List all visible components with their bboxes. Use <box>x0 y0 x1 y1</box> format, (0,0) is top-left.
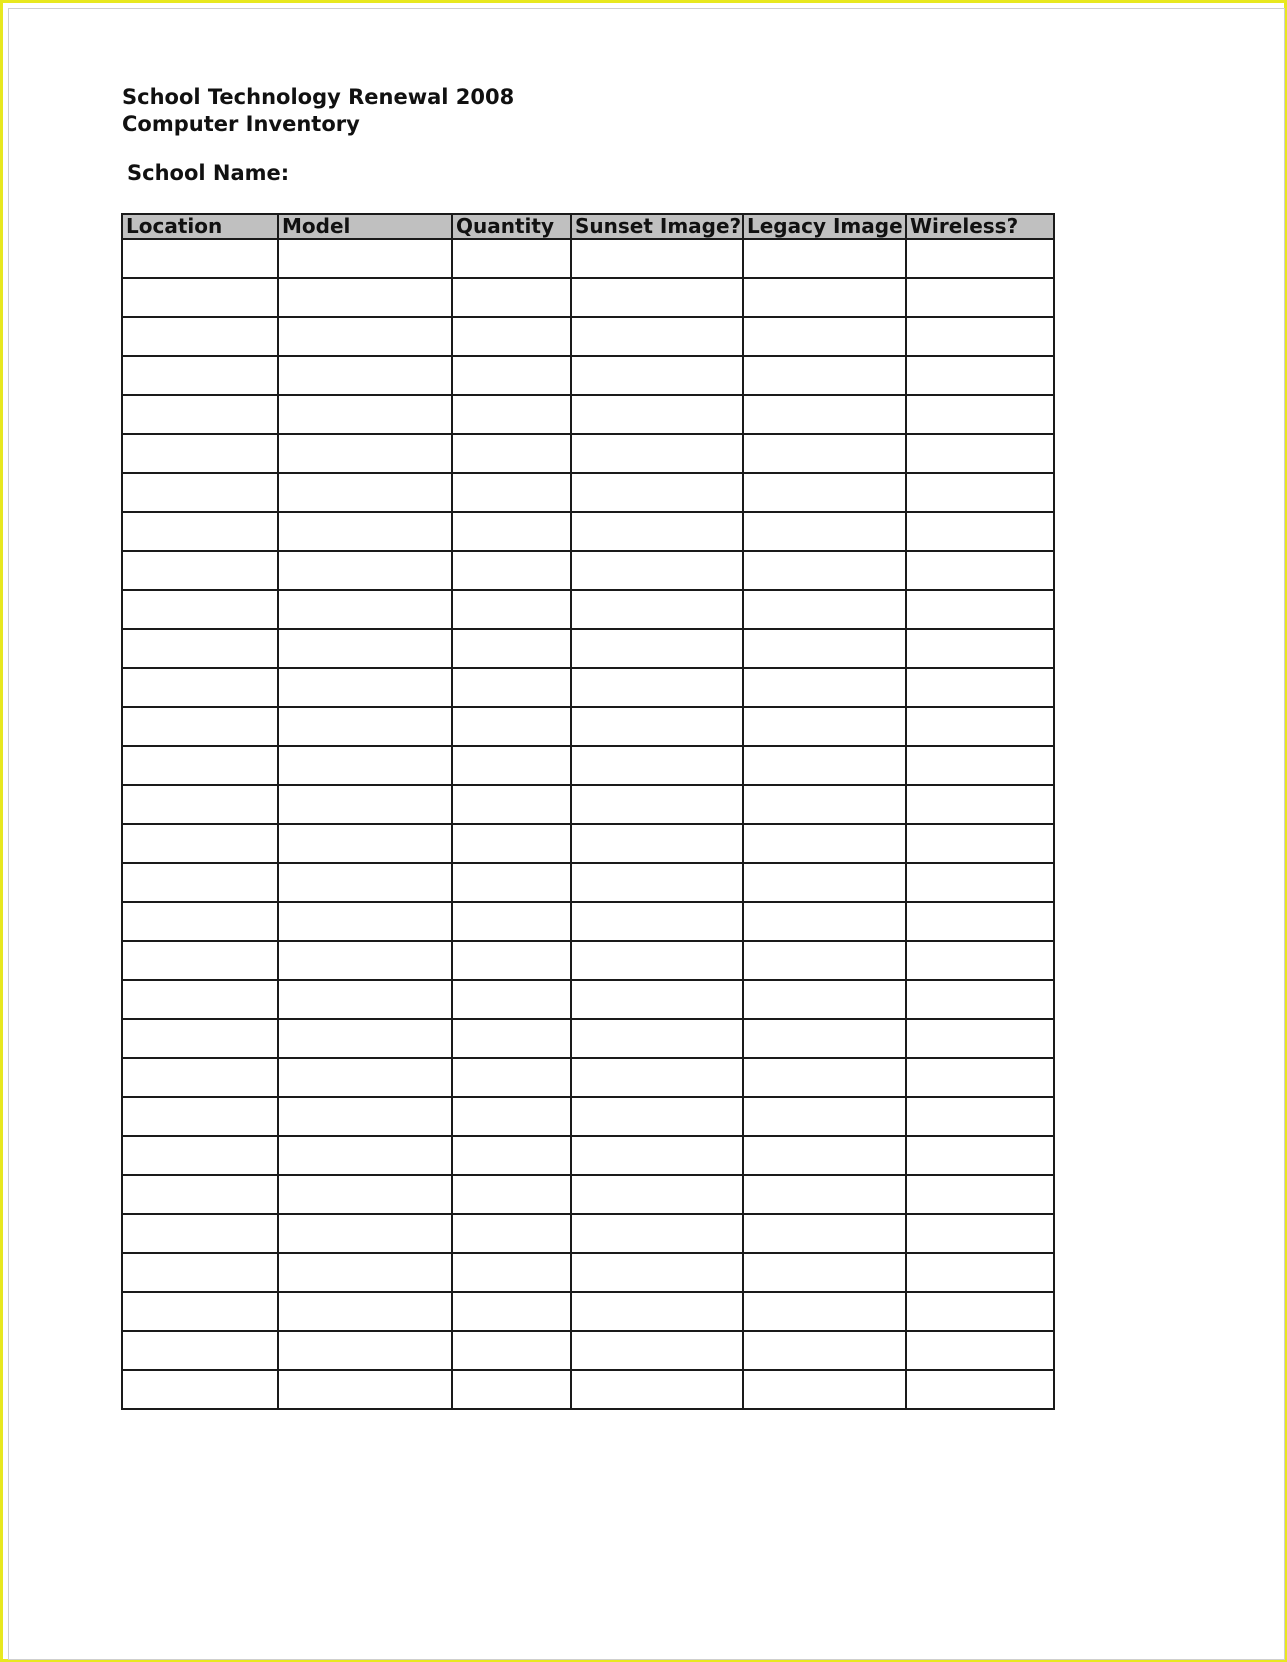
cell-model[interactable] <box>278 551 452 590</box>
cell-quantity[interactable] <box>452 1292 571 1331</box>
cell-location[interactable] <box>122 668 278 707</box>
cell-quantity[interactable] <box>452 746 571 785</box>
cell-quantity[interactable] <box>452 239 571 278</box>
cell-quantity[interactable] <box>452 980 571 1019</box>
table-row <box>122 668 1054 707</box>
cell-location[interactable] <box>122 1214 278 1253</box>
cell-model[interactable] <box>278 1175 452 1214</box>
cell-sunset-image[interactable] <box>571 278 743 317</box>
cell-legacy-image[interactable] <box>743 551 906 590</box>
cell-wireless[interactable] <box>906 356 1054 395</box>
cell-model[interactable] <box>278 1136 452 1175</box>
cell-location[interactable] <box>122 785 278 824</box>
cell-legacy-image[interactable] <box>743 590 906 629</box>
cell-location[interactable] <box>122 1097 278 1136</box>
cell-wireless[interactable] <box>906 1019 1054 1058</box>
cell-legacy-image[interactable] <box>743 278 906 317</box>
cell-legacy-image[interactable] <box>743 824 906 863</box>
table-row <box>122 1292 1054 1331</box>
cell-model[interactable] <box>278 590 452 629</box>
cell-location[interactable] <box>122 746 278 785</box>
cell-wireless[interactable] <box>906 512 1054 551</box>
cell-wireless[interactable] <box>906 707 1054 746</box>
cell-legacy-image[interactable] <box>743 395 906 434</box>
cell-sunset-image[interactable] <box>571 1175 743 1214</box>
column-header-wireless: Wireless? <box>906 214 1054 239</box>
cell-legacy-image[interactable] <box>743 746 906 785</box>
table-row <box>122 1058 1054 1097</box>
cell-location[interactable] <box>122 239 278 278</box>
cell-quantity[interactable] <box>452 1175 571 1214</box>
document-title: School Technology Renewal 2008 <box>122 85 515 109</box>
cell-quantity[interactable] <box>452 278 571 317</box>
cell-wireless[interactable] <box>906 746 1054 785</box>
table-row <box>122 824 1054 863</box>
cell-location[interactable] <box>122 512 278 551</box>
table-row <box>122 1097 1054 1136</box>
cell-location[interactable] <box>122 395 278 434</box>
cell-quantity[interactable] <box>452 434 571 473</box>
cell-legacy-image[interactable] <box>743 1292 906 1331</box>
cell-sunset-image[interactable] <box>571 1253 743 1292</box>
cell-legacy-image[interactable] <box>743 941 906 980</box>
cell-wireless[interactable] <box>906 863 1054 902</box>
cell-sunset-image[interactable] <box>571 1097 743 1136</box>
cell-quantity[interactable] <box>452 863 571 902</box>
cell-wireless[interactable] <box>906 1253 1054 1292</box>
cell-model[interactable] <box>278 1331 452 1370</box>
cell-wireless[interactable] <box>906 1331 1054 1370</box>
cell-sunset-image[interactable] <box>571 941 743 980</box>
document-subtitle: Computer Inventory <box>122 112 360 136</box>
cell-wireless[interactable] <box>906 551 1054 590</box>
cell-wireless[interactable] <box>906 395 1054 434</box>
cell-location[interactable] <box>122 707 278 746</box>
table-row <box>122 473 1054 512</box>
cell-wireless[interactable] <box>906 1097 1054 1136</box>
cell-model[interactable] <box>278 863 452 902</box>
cell-wireless[interactable] <box>906 1136 1054 1175</box>
cell-location[interactable] <box>122 902 278 941</box>
cell-quantity[interactable] <box>452 1253 571 1292</box>
table-row <box>122 863 1054 902</box>
cell-wireless[interactable] <box>906 629 1054 668</box>
cell-legacy-image[interactable] <box>743 1019 906 1058</box>
cell-quantity[interactable] <box>452 1058 571 1097</box>
cell-sunset-image[interactable] <box>571 1136 743 1175</box>
column-header-legacy-image: Legacy Image <box>743 214 906 239</box>
cell-sunset-image[interactable] <box>571 239 743 278</box>
cell-quantity[interactable] <box>452 551 571 590</box>
column-header-model: Model <box>278 214 452 239</box>
table-row <box>122 1370 1054 1409</box>
table-row <box>122 941 1054 980</box>
cell-quantity[interactable] <box>452 629 571 668</box>
cell-quantity[interactable] <box>452 668 571 707</box>
cell-sunset-image[interactable] <box>571 317 743 356</box>
cell-sunset-image[interactable] <box>571 1019 743 1058</box>
cell-legacy-image[interactable] <box>743 1253 906 1292</box>
table-row <box>122 434 1054 473</box>
cell-sunset-image[interactable] <box>571 1214 743 1253</box>
inventory-table-body <box>122 239 1054 1409</box>
cell-wireless[interactable] <box>906 1214 1054 1253</box>
column-header-sunset-image: Sunset Image? <box>571 214 743 239</box>
cell-wireless[interactable] <box>906 824 1054 863</box>
cell-location[interactable] <box>122 590 278 629</box>
table-row <box>122 512 1054 551</box>
cell-legacy-image[interactable] <box>743 473 906 512</box>
cell-location[interactable] <box>122 941 278 980</box>
cell-wireless[interactable] <box>906 1370 1054 1409</box>
cell-sunset-image[interactable] <box>571 512 743 551</box>
cell-quantity[interactable] <box>452 1370 571 1409</box>
cell-sunset-image[interactable] <box>571 863 743 902</box>
cell-sunset-image[interactable] <box>571 395 743 434</box>
cell-sunset-image[interactable] <box>571 356 743 395</box>
cell-legacy-image[interactable] <box>743 1058 906 1097</box>
cell-quantity[interactable] <box>452 1136 571 1175</box>
cell-legacy-image[interactable] <box>743 902 906 941</box>
cell-quantity[interactable] <box>452 590 571 629</box>
cell-sunset-image[interactable] <box>571 980 743 1019</box>
cell-model[interactable] <box>278 1370 452 1409</box>
table-row <box>122 356 1054 395</box>
school-name-label: School Name: <box>127 161 290 185</box>
cell-quantity[interactable] <box>452 1097 571 1136</box>
cell-model[interactable] <box>278 356 452 395</box>
cell-location[interactable] <box>122 1175 278 1214</box>
cell-wireless[interactable] <box>906 980 1054 1019</box>
cell-model[interactable] <box>278 902 452 941</box>
cell-location[interactable] <box>122 863 278 902</box>
cell-quantity[interactable] <box>452 1019 571 1058</box>
cell-location[interactable] <box>122 551 278 590</box>
cell-model[interactable] <box>278 1097 452 1136</box>
cell-quantity[interactable] <box>452 824 571 863</box>
cell-sunset-image[interactable] <box>571 668 743 707</box>
cell-legacy-image[interactable] <box>743 785 906 824</box>
cell-location[interactable] <box>122 473 278 512</box>
cell-wireless[interactable] <box>906 590 1054 629</box>
cell-legacy-image[interactable] <box>743 1175 906 1214</box>
cell-wireless[interactable] <box>906 278 1054 317</box>
cell-model[interactable] <box>278 668 452 707</box>
cell-location[interactable] <box>122 278 278 317</box>
table-row <box>122 980 1054 1019</box>
cell-wireless[interactable] <box>906 941 1054 980</box>
cell-wireless[interactable] <box>906 668 1054 707</box>
column-header-quantity: Quantity <box>452 214 571 239</box>
table-row <box>122 1019 1054 1058</box>
table-row <box>122 902 1054 941</box>
cell-location[interactable] <box>122 317 278 356</box>
cell-sunset-image[interactable] <box>571 473 743 512</box>
cell-model[interactable] <box>278 1214 452 1253</box>
table-row <box>122 707 1054 746</box>
cell-wireless[interactable] <box>906 473 1054 512</box>
cell-location[interactable] <box>122 629 278 668</box>
cell-wireless[interactable] <box>906 902 1054 941</box>
cell-model[interactable] <box>278 434 452 473</box>
cell-sunset-image[interactable] <box>571 1058 743 1097</box>
cell-legacy-image[interactable] <box>743 434 906 473</box>
cell-quantity[interactable] <box>452 395 571 434</box>
cell-model[interactable] <box>278 1019 452 1058</box>
table-row <box>122 1331 1054 1370</box>
inventory-table <box>121 213 1055 1410</box>
cell-model[interactable] <box>278 512 452 551</box>
cell-sunset-image[interactable] <box>571 785 743 824</box>
cell-legacy-image[interactable] <box>743 1214 906 1253</box>
column-header-location: Location <box>122 214 278 239</box>
cell-quantity[interactable] <box>452 512 571 551</box>
cell-location[interactable] <box>122 1136 278 1175</box>
cell-model[interactable] <box>278 1253 452 1292</box>
cell-location[interactable] <box>122 1019 278 1058</box>
cell-legacy-image[interactable] <box>743 707 906 746</box>
cell-wireless[interactable] <box>906 785 1054 824</box>
cell-location[interactable] <box>122 1253 278 1292</box>
cell-model[interactable] <box>278 278 452 317</box>
cell-model[interactable] <box>278 629 452 668</box>
cell-model[interactable] <box>278 980 452 1019</box>
cell-quantity[interactable] <box>452 356 571 395</box>
cell-location[interactable] <box>122 356 278 395</box>
table-row <box>122 551 1054 590</box>
cell-legacy-image[interactable] <box>743 668 906 707</box>
cell-quantity[interactable] <box>452 707 571 746</box>
cell-location[interactable] <box>122 1331 278 1370</box>
cell-sunset-image[interactable] <box>571 1370 743 1409</box>
cell-legacy-image[interactable] <box>743 1097 906 1136</box>
cell-model[interactable] <box>278 941 452 980</box>
cell-model[interactable] <box>278 1292 452 1331</box>
table-row <box>122 317 1054 356</box>
cell-sunset-image[interactable] <box>571 902 743 941</box>
cell-wireless[interactable] <box>906 434 1054 473</box>
cell-model[interactable] <box>278 317 452 356</box>
table-row <box>122 278 1054 317</box>
cell-sunset-image[interactable] <box>571 1331 743 1370</box>
cell-quantity[interactable] <box>452 1331 571 1370</box>
cell-legacy-image[interactable] <box>743 1136 906 1175</box>
cell-model[interactable] <box>278 707 452 746</box>
cell-model[interactable] <box>278 1058 452 1097</box>
table-row <box>122 239 1054 278</box>
cell-sunset-image[interactable] <box>571 1292 743 1331</box>
cell-location[interactable] <box>122 1370 278 1409</box>
table-header-row <box>122 214 1054 239</box>
table-row <box>122 746 1054 785</box>
table-row <box>122 590 1054 629</box>
cell-model[interactable] <box>278 824 452 863</box>
cell-legacy-image[interactable] <box>743 980 906 1019</box>
cell-legacy-image[interactable] <box>743 239 906 278</box>
cell-location[interactable] <box>122 980 278 1019</box>
cell-wireless[interactable] <box>906 1058 1054 1097</box>
cell-sunset-image[interactable] <box>571 707 743 746</box>
cell-sunset-image[interactable] <box>571 824 743 863</box>
table-row <box>122 785 1054 824</box>
cell-model[interactable] <box>278 746 452 785</box>
table-row <box>122 1175 1054 1214</box>
cell-wireless[interactable] <box>906 239 1054 278</box>
cell-legacy-image[interactable] <box>743 629 906 668</box>
cell-sunset-image[interactable] <box>571 590 743 629</box>
cell-model[interactable] <box>278 395 452 434</box>
cell-quantity[interactable] <box>452 785 571 824</box>
cell-wireless[interactable] <box>906 1175 1054 1214</box>
cell-model[interactable] <box>278 473 452 512</box>
cell-sunset-image[interactable] <box>571 551 743 590</box>
cell-location[interactable] <box>122 1292 278 1331</box>
cell-legacy-image[interactable] <box>743 512 906 551</box>
cell-model[interactable] <box>278 785 452 824</box>
cell-quantity[interactable] <box>452 317 571 356</box>
cell-model[interactable] <box>278 239 452 278</box>
cell-location[interactable] <box>122 1058 278 1097</box>
table-row <box>122 1253 1054 1292</box>
cell-legacy-image[interactable] <box>743 1331 906 1370</box>
cell-legacy-image[interactable] <box>743 317 906 356</box>
cell-sunset-image[interactable] <box>571 629 743 668</box>
table-row <box>122 629 1054 668</box>
cell-location[interactable] <box>122 824 278 863</box>
cell-wireless[interactable] <box>906 317 1054 356</box>
cell-sunset-image[interactable] <box>571 746 743 785</box>
cell-quantity[interactable] <box>452 1214 571 1253</box>
table-row <box>122 1136 1054 1175</box>
cell-legacy-image[interactable] <box>743 1370 906 1409</box>
cell-quantity[interactable] <box>452 473 571 512</box>
cell-legacy-image[interactable] <box>743 356 906 395</box>
cell-quantity[interactable] <box>452 941 571 980</box>
cell-legacy-image[interactable] <box>743 863 906 902</box>
table-row <box>122 395 1054 434</box>
cell-location[interactable] <box>122 434 278 473</box>
table-row <box>122 1214 1054 1253</box>
cell-wireless[interactable] <box>906 1292 1054 1331</box>
cell-sunset-image[interactable] <box>571 434 743 473</box>
cell-quantity[interactable] <box>452 902 571 941</box>
